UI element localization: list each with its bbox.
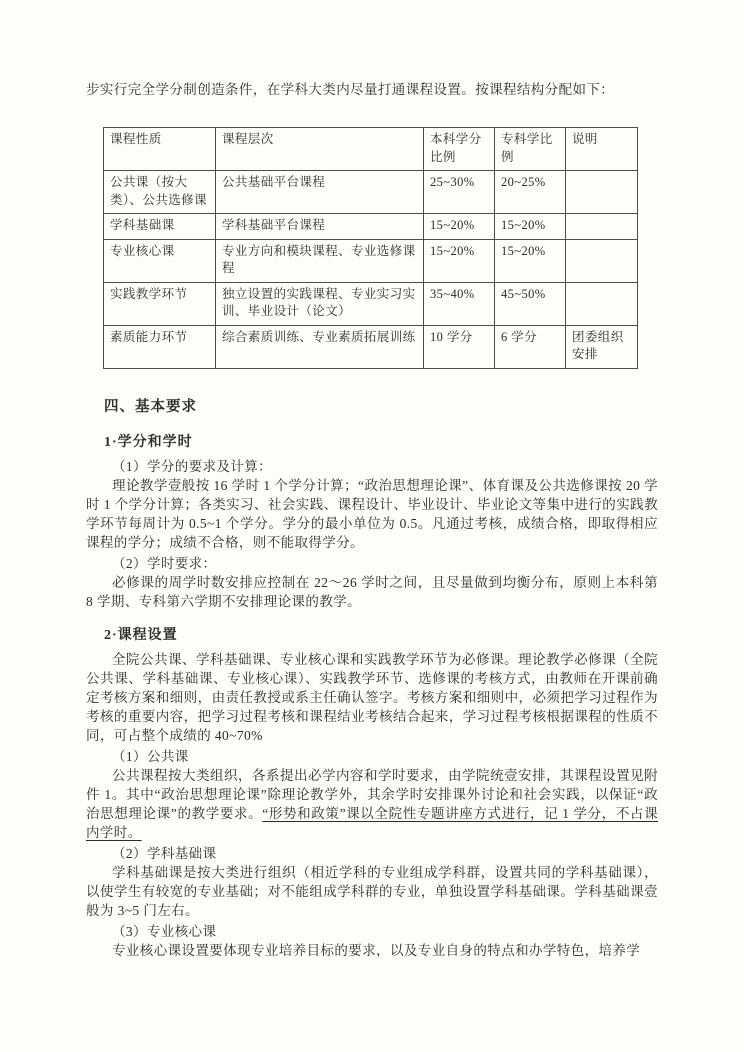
table-row xyxy=(104,325,638,368)
subsection-heading-credits-and-hours: 1·学分和学时 xyxy=(104,434,193,450)
header-cell-course-nature: 课程性质 xyxy=(104,128,216,171)
table-cell: 15~20% xyxy=(495,239,566,282)
table-cell: 素质能力环节 xyxy=(104,325,216,368)
item-heading-professional-core-courses: （3）专业核心课 xyxy=(112,923,217,939)
section-heading-basic-requirements: 四、基本要求 xyxy=(104,398,197,415)
table-cell: 专业方向和模块课程、专业选修课程 xyxy=(216,239,424,282)
table-cell: 15~20% xyxy=(424,214,495,240)
table-cell xyxy=(566,214,638,240)
paragraph-discipline-basic-courses: 学科基础课是按大类进行组织（相近学科的专业组成学科群，设置共同的学科基础课），以使学生有较宽的专业基础；对不能组成学科群的专业，单独设置学科基础课。学科基础课壹般为 3~5 门左右。 xyxy=(86,864,658,918)
table-cell: 团委组织安排 xyxy=(566,325,638,368)
table-cell: 6 学分 xyxy=(495,325,566,368)
table-cell: 10 学分 xyxy=(424,325,495,368)
table-cell: 15~20% xyxy=(495,214,566,240)
table-cell: 综合素质训练、专业素质拓展训练 xyxy=(216,325,424,368)
table-cell: 25~30% xyxy=(424,171,495,214)
item-heading-discipline-basic-courses: （2）学科基础课 xyxy=(112,845,217,861)
table-cell: 15~20% xyxy=(424,239,495,282)
intro-paragraph: 步实行完全学分制创造条件，在学科大类内尽量打通课程设置。按课程结构分配如下： xyxy=(86,82,615,97)
table-cell: 35~40% xyxy=(424,282,495,325)
underlined-policy-clause: “形势和政策”课以全院性专题讲座方式进行，记 1 学分，不占课内学时。 xyxy=(86,805,658,840)
subsection-heading-course-setup: 2·课程设置 xyxy=(104,627,178,643)
item-heading-credit-requirements: （1）学分的要求及计算： xyxy=(112,458,273,474)
table-cell xyxy=(566,239,638,282)
table-cell: 公共课（按大类）、公共选修课 xyxy=(104,171,216,214)
item-heading-public-courses: （1）公共课 xyxy=(112,748,189,764)
header-cell-course-level: 课程层次 xyxy=(216,128,424,171)
table-cell: 公共基础平台课程 xyxy=(216,171,424,214)
header-cell-notes: 说明 xyxy=(566,128,638,171)
paragraph-public-courses xyxy=(86,766,658,842)
table-cell xyxy=(566,282,638,325)
table-cell xyxy=(566,171,638,214)
table-cell: 学科基础平台课程 xyxy=(216,214,424,240)
table-cell: 20~25% xyxy=(495,171,566,214)
table-row xyxy=(104,171,638,214)
header-cell-college-ratio: 专科学比例 xyxy=(495,128,566,171)
table-cell: 实践教学环节 xyxy=(104,282,216,325)
table-cell: 独立设置的实践课程、专业实习实训、毕业设计（论文） xyxy=(216,282,424,325)
public-courses-text: 公共课程按大类组织，各系提出必学内容和学时要求，由学院统壹安排，其课程设置见附件 1。其中“政治思想理论课”除理论教学外，其余学时安排课外讨论和社会实践，以保证“政治思想理论课”的教学要求。 xyxy=(86,767,658,821)
table-cell: 专业核心课 xyxy=(104,239,216,282)
table-header-row xyxy=(104,128,638,171)
paragraph-hour-requirements: 必修课的周学时数安排应控制在 22～26 学时之间，且尽量做到均衡分布，原则上本科第 8 学期、专科第六学期不安排理论课的教学。 xyxy=(86,574,658,609)
table-row xyxy=(104,239,638,282)
paragraph-professional-core-courses: 专业核心课设置要体现专业培养目标的要求，以及专业自身的特点和办学特色，培养学 xyxy=(112,942,641,958)
table-cell: 45~50% xyxy=(495,282,566,325)
table-row xyxy=(104,214,638,240)
table-cell: 学科基础课 xyxy=(104,214,216,240)
course-structure-table xyxy=(103,127,638,369)
table-row xyxy=(104,282,638,325)
paragraph-credit-calculation: 理论教学壹般按 16 学时 1 个学分计算；“政治思想理论课”、体育课及公共选修课按 20 学时 1 个学分计算；各类实习、社会实践、课程设计、毕业设计、毕业论文等集中进行的实践教学环节每周计为 0.5~1 个学分。学分的最小单位为 0.5。凡通过考核，成绩合格，即取得相应课程的学分；成绩不合格，则不能取得学分。 xyxy=(86,477,658,550)
header-cell-undergrad-credit-ratio: 本科学分比例 xyxy=(424,128,495,171)
paragraph-course-setup-intro: 全院公共课、学科基础课、专业核心课和实践教学环节为必修课。理论教学必修课（全院公共课、学科基础课、专业核心课）、实践教学环节、选修课的考核方式，由教师在开课前确定考核方案和细则，由责任教授或系主任确认签字。考核方案和细则中，必须把学习过程作为考核的重要内容，把学习过程考核和课程结业考核结合起来，学习过程考核根据课程的性质不同，可占整个成绩的 40~70% xyxy=(86,651,658,743)
item-heading-hour-requirements: （2）学时要求： xyxy=(112,555,217,571)
